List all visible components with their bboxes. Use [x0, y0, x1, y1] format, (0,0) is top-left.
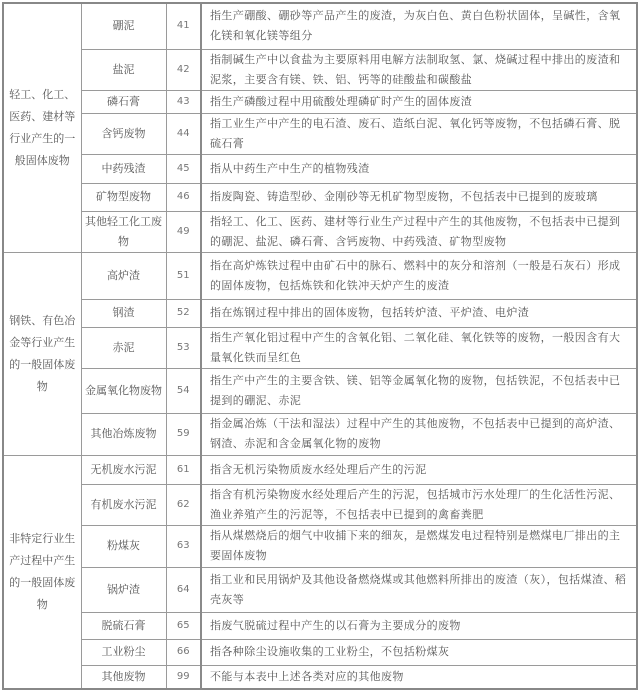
table-row	[3, 567, 637, 612]
description-cell: 指废陶瓷、铸造型砂、金刚砂等无机矿物型废物，不包括表中已提到的废玻璃	[201, 183, 637, 211]
table-row	[3, 3, 637, 49]
description-cell: 指生产中产生的主要含铁、镁、铝等金属氧化物的废物，包括铁泥，不包括表中已提到的硼泥、赤泥	[201, 368, 637, 413]
code-cell: 52	[166, 299, 201, 327]
table-row	[3, 113, 637, 154]
description-cell: 指从中药生产中生产的植物残渣	[201, 154, 637, 183]
table-row	[3, 665, 637, 689]
code-cell: 64	[166, 567, 201, 612]
name-cell: 含钙废物	[81, 113, 166, 154]
name-cell: 盐泥	[81, 49, 166, 90]
name-cell: 高炉渣	[81, 252, 166, 299]
name-cell: 工业粉尘	[81, 639, 166, 665]
name-cell: 中药残渣	[81, 154, 166, 183]
table-row	[3, 211, 637, 252]
code-cell: 46	[166, 183, 201, 211]
code-cell: 51	[166, 252, 201, 299]
description-cell: 指在炼钢过程中排出的固体废物，包括转炉渣、平炉渣、电炉渣	[201, 299, 637, 327]
table-row	[3, 413, 637, 455]
category-cell: 非特定行业生产过程中产生的一般固体废物	[3, 455, 81, 689]
description-cell: 指工业和民用锅炉及其他设备燃烧煤或其他燃料所排出的废渣（灰），包括煤渣、稻壳灰等	[201, 567, 637, 612]
code-cell: 44	[166, 113, 201, 154]
table-row	[3, 252, 637, 299]
code-cell: 99	[166, 665, 201, 689]
description-cell: 指从煤燃烧后的烟气中收捕下来的细灰，是燃煤发电过程特别是燃煤电厂排出的主要固体废物	[201, 525, 637, 567]
description-cell: 指工业生产中产生的电石渣、废石、造纸白泥、氧化钙等废物，不包括磷石膏、脱硫石膏	[201, 113, 637, 154]
name-cell: 其他冶炼废物	[81, 413, 166, 455]
description-cell: 指轻工、化工、医药、建材等行业生产过程中产生的其他废物，不包括表中已提到的硼泥、盐泥、磷石膏、含钙废物、中药残渣、矿物型废物	[201, 211, 637, 252]
code-cell: 41	[166, 3, 201, 49]
table-row	[3, 154, 637, 183]
description-cell: 指在高炉炼铁过程中由矿石中的脉石、燃料中的灰分和溶剂（一般是石灰石）形成的固体废物，包括炼铁和化铁冲天炉产生的废渣	[201, 252, 637, 299]
name-cell: 脱硫石膏	[81, 612, 166, 639]
description-cell: 指废气脱硫过程中产生的以石膏为主要成分的废物	[201, 612, 637, 639]
name-cell: 矿物型废物	[81, 183, 166, 211]
name-cell: 赤泥	[81, 327, 166, 368]
code-cell: 59	[166, 413, 201, 455]
description-cell: 指含有机污染物废水经处理后产生的污泥，包括城市污水处理厂的生化活性污泥、渔业养殖产生的污泥等，不包括表中已提到的禽畜粪肥	[201, 484, 637, 525]
name-cell: 磷石膏	[81, 90, 166, 113]
code-cell: 43	[166, 90, 201, 113]
category-cell: 钢铁、有色冶金等行业产生的一般固体废物	[3, 252, 81, 455]
table-row	[3, 484, 637, 525]
table-row	[3, 90, 637, 113]
code-cell: 63	[166, 525, 201, 567]
code-cell: 53	[166, 327, 201, 368]
name-cell: 无机废水污泥	[81, 455, 166, 484]
description-cell: 指生产磷酸过程中用硫酸处理磷矿时产生的固体废渣	[201, 90, 637, 113]
name-cell: 硼泥	[81, 3, 166, 49]
category-cell: 轻工、化工、医药、建材等行业产生的一般固体废物	[3, 3, 81, 252]
table-row	[3, 612, 637, 639]
table-row	[3, 639, 637, 665]
name-cell: 其他轻工化工废物	[81, 211, 166, 252]
description-cell: 指生产硼酸、硼砂等产品产生的废渣，为灰白色、黄白色粉状固体，呈碱性，含氧化镁和氧化镁等组分	[201, 3, 637, 49]
name-cell: 锅炉渣	[81, 567, 166, 612]
table-row	[3, 368, 637, 413]
table-row	[3, 49, 637, 90]
code-cell: 54	[166, 368, 201, 413]
code-cell: 61	[166, 455, 201, 484]
description-cell: 指金属冶炼（干法和湿法）过程中产生的其他废物，不包括表中已提到的高炉渣、钢渣、赤泥和含金属氧化物的废物	[201, 413, 637, 455]
code-cell: 62	[166, 484, 201, 525]
description-cell: 不能与本表中上述各类对应的其他废物	[201, 665, 637, 689]
table-row	[3, 455, 637, 484]
table-row	[3, 525, 637, 567]
name-cell: 粉煤灰	[81, 525, 166, 567]
code-cell: 66	[166, 639, 201, 665]
name-cell: 金属氧化物废物	[81, 368, 166, 413]
waste-classification-table	[2, 2, 638, 690]
table-row	[3, 327, 637, 368]
code-cell: 42	[166, 49, 201, 90]
name-cell: 有机废水污泥	[81, 484, 166, 525]
description-cell: 指各种除尘设施收集的工业粉尘，不包括粉煤灰	[201, 639, 637, 665]
code-cell: 45	[166, 154, 201, 183]
code-cell: 65	[166, 612, 201, 639]
description-cell: 指含无机污染物质废水经处理后产生的污泥	[201, 455, 637, 484]
description-cell: 指制碱生产中以食盐为主要原料用电解方法制取氢、氯、烧碱过程中排出的废渣和泥浆，主要含有镁、铁、铝、钙等的硅酸盐和碳酸盐	[201, 49, 637, 90]
table-row	[3, 183, 637, 211]
code-cell: 49	[166, 211, 201, 252]
description-cell: 指生产氧化铝过程中产生的含氧化铝、二氧化硅、氧化铁等的废物，一般因含有大量氧化铁而呈红色	[201, 327, 637, 368]
name-cell: 钢渣	[81, 299, 166, 327]
table-row	[3, 299, 637, 327]
name-cell: 其他废物	[81, 665, 166, 689]
